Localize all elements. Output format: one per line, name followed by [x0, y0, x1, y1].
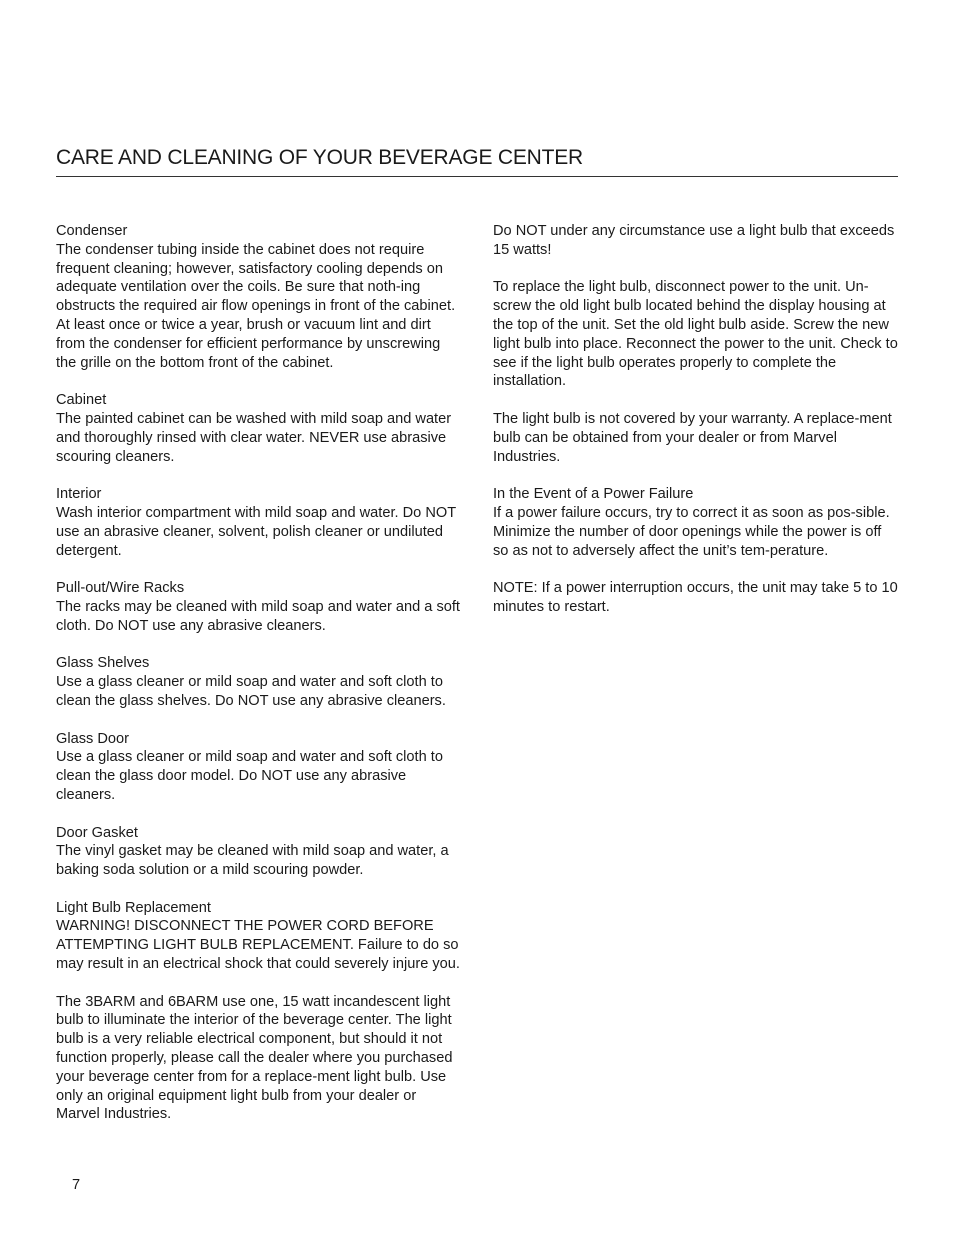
left-column	[56, 222, 461, 1143]
section-text-cabinet: The painted cabinet can be washed with mild soap and water and thoroughly rinsed with clear water. NEVER use abrasive scouring cleaners.	[56, 410, 452, 465]
section-heading-glass-door: Glass Door	[56, 730, 129, 747]
section-text-power-failure: If a power failure occurs, try to correct it as soon as pos-sible. Minimize the number of door openings while the power is off so as not to adversely affect the unit’s tem-perature.	[493, 504, 890, 559]
section-heading-racks: Pull-out/Wire Racks	[56, 580, 185, 597]
section-text-glass-shelves: Use a glass cleaner or mild soap and water and soft cloth to clean the glass shelves. Do NOT use any abrasive cleaners.	[56, 674, 446, 709]
section-text-racks: The racks may be cleaned with mild soap and water and a soft cloth. Do NOT use any abrasive cleaners.	[56, 598, 460, 634]
page-title: CARE AND CLEANING OF YOUR BEVERAGE CENTER	[56, 146, 584, 169]
bulb-warranty-text: The light bulb is not covered by your warranty. A replace-ment bulb can be obtained from your dealer or from Marvel Industries.	[493, 410, 892, 465]
section-heading-power-failure: In the Event of a Power Failure	[493, 486, 694, 503]
section-text-glass-door: Use a glass cleaner or mild soap and water and soft cloth to clean the glass door model. Do NOT use any abrasive cleaners.	[56, 749, 443, 803]
section-heading-condenser: Condenser	[56, 223, 128, 239]
section-heading-door-gasket: Door Gasket	[56, 824, 138, 841]
light-bulb-warning: WARNING! DISCONNECT THE POWER CORD BEFORE ATTEMPTING LIGHT BULB REPLACEMENT. Failure to do so may result in an electrical shock that could severely injure you.	[56, 918, 460, 973]
section-text-interior: Wash interior compartment with mild soap and water. Do NOT use an abrasive cleaner, solvent, polish cleaner or undiluted detergent.	[56, 504, 456, 559]
section-condenser	[56, 222, 461, 372]
section-racks	[56, 579, 461, 635]
bulb-replace-text: To replace the light bulb, disconnect power to the unit. Un-screw the old light bulb located behind the display housing at the top of the unit. Set the old light bulb aside. Screw the new light bulb into place. Reconnect the power to the unit. Check to see if the light bulb operates properly to complete the installation.	[493, 279, 898, 390]
section-cabinet	[56, 391, 461, 466]
section-text-light-bulb: The 3BARM and 6BARM use one, 15 watt incandescent light bulb to illuminate the interior of the beverage center. The light bulb is a very reliable electrical component, but should it not function properly, please call the dealer where you purchased your beverage center from for a replace-ment light bulb. Use only an original equipment light bulb from your dealer or Marvel Industries.	[56, 993, 453, 1123]
section-glass-shelves	[56, 654, 461, 710]
bulb-limit-text: Do NOT under any circumstance use a light bulb that exceeds 15 watts!	[493, 223, 895, 258]
section-text-condenser: The condenser tubing inside the cabinet does not require frequent cleaning; however, satisfactory cooling depends on adequate ventilation over the coils. Be sure that noth-ing obstructs the required air flow openings in front of the cabinet. At least once or twice a year, brush or vacuum lint and dirt from the condenser for efficient performance by unscrewing the grille on the bottom front of the cabinet.	[56, 241, 456, 371]
section-heading-light-bulb: Light Bulb Replacement	[56, 899, 211, 916]
section-heading-glass-shelves: Glass Shelves	[56, 655, 150, 672]
section-heading-cabinet: Cabinet	[56, 392, 107, 409]
section-heading-interior: Interior	[56, 486, 102, 503]
page-number: 7	[72, 1177, 81, 1193]
section-power-failure	[493, 485, 898, 560]
title-divider	[56, 176, 898, 177]
section-light-bulb	[56, 899, 461, 1125]
section-interior	[56, 485, 461, 560]
power-note-text: NOTE: If a power interruption occurs, the unit may take 5 to 10 minutes to restart.	[493, 580, 898, 615]
right-column	[493, 222, 898, 636]
section-door-gasket	[56, 824, 461, 880]
section-glass-door	[56, 730, 461, 805]
section-text-door-gasket: The vinyl gasket may be cleaned with mild soap and water, a baking soda solution or a mild scouring powder.	[56, 843, 449, 879]
